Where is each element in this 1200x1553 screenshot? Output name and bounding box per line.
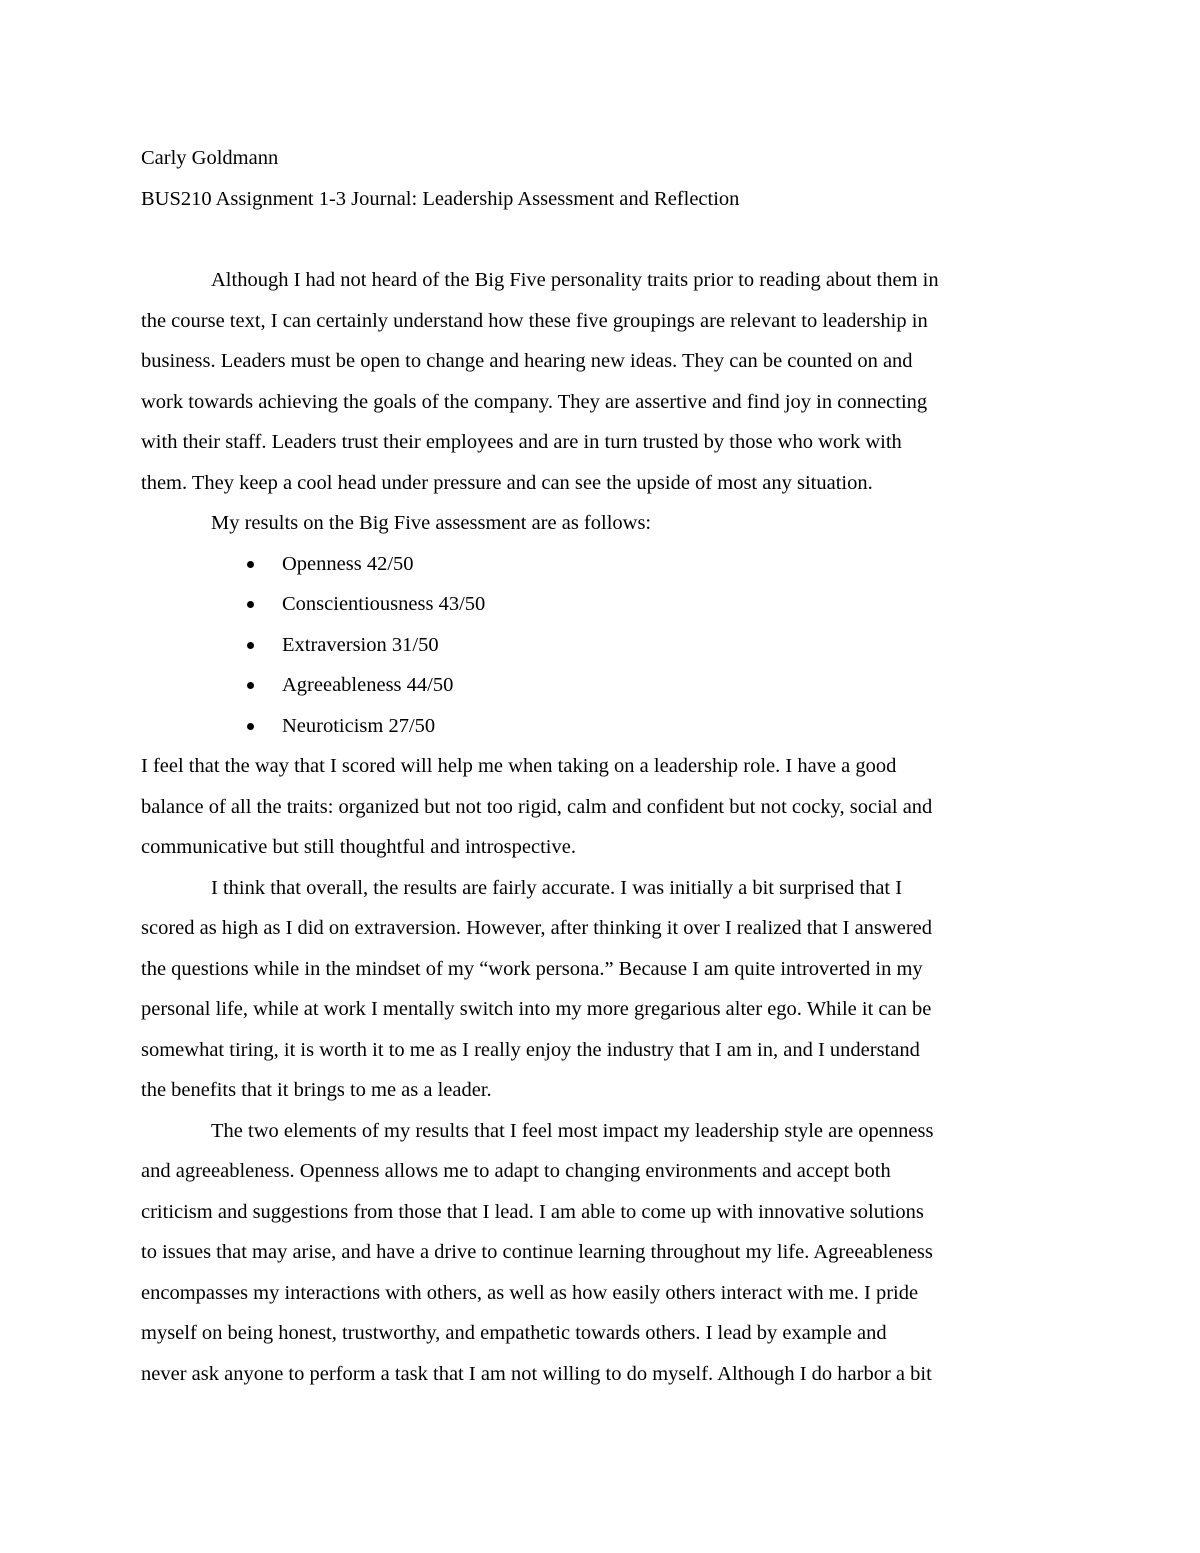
paragraph-line: myself on being honest, trustworthy, and empathetic towards others. I lead by example and	[141, 1322, 887, 1344]
paragraph-line: the course text, I can certainly understand how these five groupings are relevant to leadership in	[141, 309, 928, 332]
list-item	[141, 665, 1066, 706]
list-item	[141, 625, 1066, 666]
paragraph-line: personal life, while at work I mentally switch into my more gregarious alter ego. While it can be	[141, 998, 932, 1020]
list-item	[141, 544, 1066, 585]
paragraph-leadership-style	[141, 1111, 1066, 1395]
paragraph-line: communicative but still thoughtful and introspective.	[141, 836, 576, 858]
paragraph-line: the benefits that it brings to me as a leader.	[141, 1079, 492, 1101]
assignment-title: BUS210 Assignment 1-3 Journal: Leadership Assessment and Reflection	[141, 187, 740, 210]
document-body	[141, 138, 1066, 1394]
paragraph-line: and agreeableness. Openness allows me to adapt to changing environments and accept both	[141, 1160, 891, 1182]
paragraph-line: Although I had not heard of the Big Five personality traits prior to reading about them in	[211, 269, 939, 291]
paragraph-line: I feel that the way that I scored will help me when taking on a leadership role. I have a good	[141, 755, 897, 777]
blank-line	[141, 219, 1066, 260]
paragraph-line: I think that overall, the results are fairly accurate. I was initially a bit surprised that I	[211, 876, 903, 899]
paragraph-line: never ask anyone to perform a task that I am not willing to do myself. Although I do harbor a bit	[141, 1362, 932, 1385]
paragraph-accuracy	[141, 868, 1066, 1111]
results-intro: My results on the Big Five assessment are as follows:	[211, 512, 652, 534]
paragraph-line: business. Leaders must be open to change and hearing new ideas. They can be counted on and	[141, 350, 913, 372]
paragraph-line: somewhat tiring, it is worth it to me as I really enjoy the industry that I am in, and I understand	[141, 1038, 920, 1061]
bullet-icon	[247, 642, 254, 649]
author-name: Carly Goldmann	[141, 147, 279, 169]
bullet-icon	[247, 682, 254, 689]
paragraph-line: encompasses my interactions with others, as well as how easily others interact with me. I pride	[141, 1281, 919, 1304]
paragraph-line: to issues that may arise, and have a drive to continue learning throughout my life. Agreeableness	[141, 1241, 933, 1263]
result-openness: Openness 42/50	[282, 552, 414, 575]
list-item	[141, 584, 1066, 625]
paragraph-line: scored as high as I did on extraversion. However, after thinking it over I realized that I answered	[141, 917, 932, 939]
result-agreeableness: Agreeableness 44/50	[282, 674, 454, 696]
paragraph-line: The two elements of my results that I feel most impact my leadership style are openness	[211, 1119, 934, 1142]
paragraph-line: the questions while in the mindset of my “work persona.” Because I am quite introverted in my	[141, 957, 923, 980]
paragraph-line: work towards achieving the goals of the company. They are assertive and find joy in connecting	[141, 390, 928, 413]
results-list	[141, 544, 1066, 747]
list-item	[141, 706, 1066, 747]
paragraph-line: with their staff. Leaders trust their employees and are in turn trusted by those who work with	[141, 431, 902, 453]
paragraph-line: them. They keep a cool head under pressure and can see the upside of most any situation.	[141, 471, 873, 494]
paragraph-scoring-reflection	[141, 746, 1066, 868]
result-neuroticism: Neuroticism 27/50	[282, 714, 436, 737]
paragraph-line: balance of all the traits: organized but not too rigid, calm and confident but not cocky, social and	[141, 795, 933, 818]
paragraph-line: criticism and suggestions from those that I lead. I am able to come up with innovative solutions	[141, 1200, 924, 1223]
result-extraversion: Extraversion 31/50	[282, 633, 439, 656]
result-conscientiousness: Conscientiousness 43/50	[282, 593, 486, 615]
paragraph-big-five-intro	[141, 260, 1066, 503]
bullet-icon	[247, 723, 254, 730]
bullet-icon	[247, 601, 254, 608]
bullet-icon	[247, 561, 254, 568]
